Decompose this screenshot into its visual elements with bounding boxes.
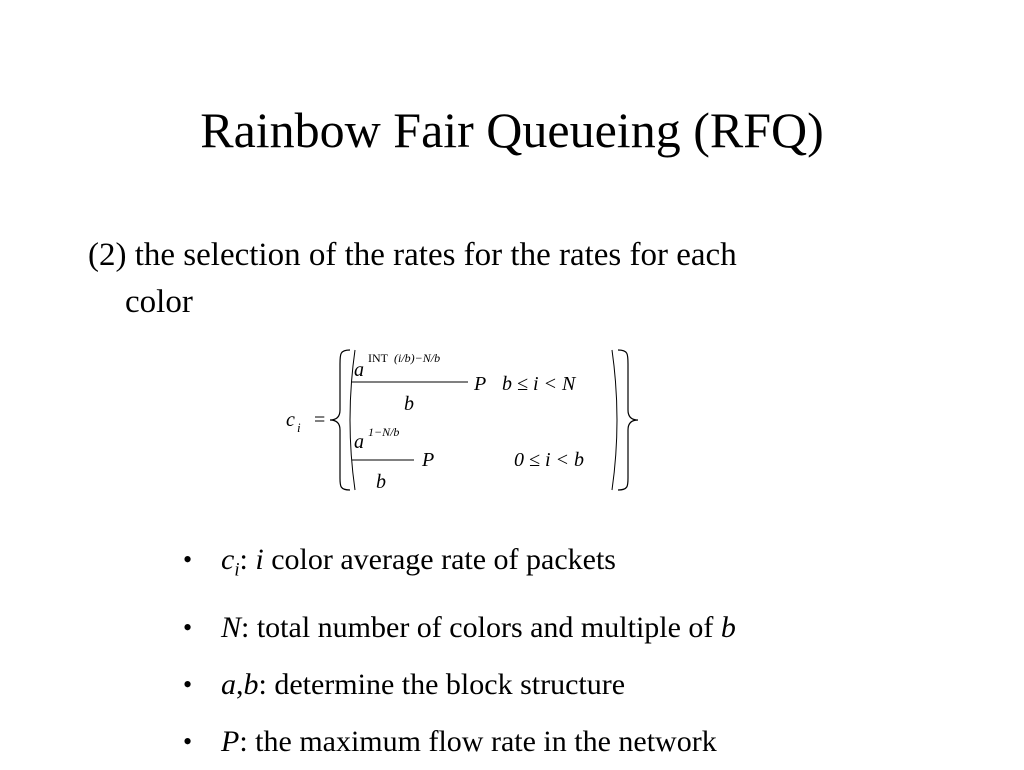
definition-text: : total number of colors and multiple of	[241, 610, 721, 644]
intro-line-2: color	[125, 284, 193, 320]
definition-text: : the maximum flow rate in the network	[239, 724, 717, 758]
term-c-sub: i	[234, 559, 240, 581]
definition-text: color average rate of packets	[263, 543, 616, 576]
case1-factor: P	[474, 373, 487, 395]
term-n: N	[221, 610, 242, 644]
definition-item-n	[183, 599, 983, 656]
definition-text: : determine the block structure	[258, 667, 626, 701]
formula-right-paren	[612, 350, 617, 490]
formula-right-brace	[618, 350, 638, 490]
formula-left-brace	[330, 350, 350, 490]
definition-item-p	[183, 713, 983, 770]
case2-factor: P	[422, 449, 435, 471]
case1-exponent-int: INT	[368, 351, 388, 365]
case2-denominator: b	[376, 471, 386, 493]
term-p: P	[221, 724, 240, 758]
formula-lhs-sub: i	[297, 420, 301, 435]
term-b: b	[243, 667, 259, 701]
rate-formula	[278, 340, 638, 500]
term-sep: :	[239, 543, 256, 576]
bullet-icon: •	[183, 612, 193, 642]
term-c: c	[221, 543, 235, 576]
term-i: i	[255, 543, 264, 576]
term-b: b	[720, 610, 736, 644]
term-a: a	[221, 667, 236, 701]
term-comma: ,	[236, 667, 244, 701]
bullet-icon: •	[183, 726, 193, 756]
case1-exponent-rest: (i/b)−N/b	[394, 351, 441, 365]
slide-title: Rainbow Fair Queueing (RFQ)	[200, 102, 824, 158]
case1-condition: b ≤ i < N	[502, 373, 576, 395]
bullet-icon: •	[183, 669, 193, 699]
definition-list	[183, 531, 983, 770]
case2-exponent: 1−N/b	[368, 425, 400, 439]
case1-base: a	[354, 359, 364, 381]
definition-item-ab	[183, 656, 983, 713]
bullet-icon: •	[183, 545, 193, 574]
formula-equals: =	[314, 409, 326, 431]
case1-denominator: b	[404, 393, 414, 415]
case2-condition: 0 ≤ i < b	[514, 449, 585, 471]
intro-line-1: (2) the selection of the rates for the rates for each	[88, 237, 737, 273]
intro-text	[88, 232, 908, 326]
definition-item-ci	[183, 531, 983, 599]
case2-base: a	[354, 431, 364, 453]
formula-lhs-var: c	[286, 409, 295, 431]
